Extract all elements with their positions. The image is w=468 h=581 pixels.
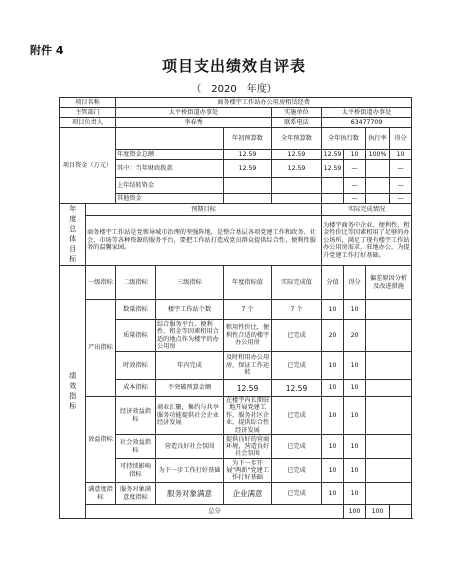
funds-row-budget [224, 178, 272, 194]
project-name-label: 项目名称 [60, 98, 116, 108]
dept-label: 主管部门 [60, 108, 116, 118]
indicator-level2: 成本指标 [116, 380, 156, 397]
evaluation-table [59, 97, 412, 519]
indicator-score: 10 [322, 459, 344, 483]
indicator-header-level3: 三级指标 [156, 266, 224, 300]
funds-header-full-budget: 全年预算数 [272, 128, 322, 150]
indicator-level2: 服务对象满意度指标 [116, 483, 156, 505]
indicator-score: 10 [322, 380, 344, 397]
indicator-actual: 7 个 [272, 300, 322, 320]
indicator-level2: 数量指标 [116, 300, 156, 320]
indicator-points: 10 [344, 435, 366, 459]
total-score: 100 [344, 505, 366, 519]
indicator-header-actual: 实际完成值 [272, 266, 322, 300]
funds-row-rate [366, 160, 390, 178]
funds-row-label: 其中：当年财政拨款 [116, 160, 224, 178]
funds-header-points: 得分 [390, 128, 412, 150]
funds-row-rate [366, 194, 390, 204]
indicator-level3: 营造良好社会氛围 [156, 435, 224, 459]
funds-row-executed [322, 178, 344, 194]
indicator-header-target: 年度指标值 [224, 266, 272, 300]
goals-expected-text: 商务楼宇工作站是党领导城市治理的坚强阵地，是整合基层各项党建工作和政务、社会、市场等各种资源的服务平台，要把工作站打造成党员群众提供综合性、便利性服务的温馨家园。 [86, 216, 322, 266]
indicator-points: 10 [344, 397, 366, 435]
funds-row-points: — [390, 194, 412, 204]
goals-section-label: 年度总体目标 [60, 204, 86, 266]
leader-label: 项目负责人 [60, 118, 116, 128]
funds-row-points: — [390, 178, 412, 194]
output-indicators-label: 产出指标 [86, 300, 116, 397]
funds-row-score: — [344, 178, 366, 194]
funds-row-score: — [344, 160, 366, 178]
indicator-points: 10 [344, 300, 366, 320]
indicator-level2: 时效指标 [116, 352, 156, 380]
indicator-level3: 不突破预算金额 [156, 380, 224, 397]
indicator-level2: 社会效益指标 [116, 435, 156, 459]
indicator-level2: 质量指标 [116, 320, 156, 352]
indicator-target: 在楼宇内长期驻地开展党建工作，服务社区企业，提供综合性经济发展 [224, 397, 272, 435]
goals-actual-header: 实际完成情况 [322, 204, 412, 216]
indicator-score: 10 [322, 352, 344, 380]
phone-label: 联系电话 [272, 118, 322, 128]
funds-row-points: — [390, 160, 412, 178]
indicator-score: 10 [322, 397, 344, 435]
indicator-score: 10 [322, 435, 344, 459]
goals-expected-header: 预期目标 [86, 204, 322, 216]
indicator-target: 12.59 [224, 380, 272, 397]
indicator-level3: 为下一步工作打好基础 [156, 459, 224, 483]
indicator-level3: 综合服务平台、便利性、租金等因素租用合适的地点作为楼宇的办公用房 [156, 320, 224, 352]
indicator-header-points: 得分 [344, 266, 366, 300]
funds-row-full-budget [272, 178, 322, 194]
indicator-target: 为下一步开展"两新"党建工作打好基础 [224, 459, 272, 483]
indicator-score: 20 [322, 320, 344, 352]
indicator-level2: 可持续影响指标 [116, 459, 156, 483]
indicator-target: 7 个 [224, 300, 272, 320]
funds-row-label: 年度资金总额 [116, 150, 224, 160]
funds-row-executed [322, 194, 344, 204]
indicator-header-level1: 一级指标 [86, 266, 116, 300]
funds-row-points: 10 [390, 150, 412, 160]
benefit-indicators-label: 效益指标 [86, 397, 116, 483]
indicator-score: 10 [322, 300, 344, 320]
funds-row-score: 10 [344, 150, 366, 160]
indicator-level3: 商业汇聚，集约与共享服务功能提供社会企业经济发展 [156, 397, 224, 435]
funds-header-budget: 年初预算数 [224, 128, 272, 150]
indicator-header-note: 偏差原因分析及改进措施 [366, 266, 412, 300]
funds-row-full-budget [272, 194, 322, 204]
indicator-points: 10 [344, 352, 366, 380]
goals-actual-text: 为楼宇商务中企业、便利性、租金性价比等因素租用了足够的办公场所，满足了现有楼宇工作站办公用房需求，驻地办公，为提升党建工作打好基础。 [322, 216, 412, 266]
dept-value: 太平桥街道办事处 [116, 108, 272, 118]
indicator-target: 企业满意 [224, 483, 272, 505]
phone-value: 63477709 [322, 118, 412, 128]
indicator-score: 10 [322, 483, 344, 505]
funds-row-label: 上年结转资金 [116, 178, 224, 194]
funds-row-rate: 100% [366, 150, 390, 160]
funds-row-budget [224, 194, 272, 204]
funds-row-label: 其他资金 [116, 194, 224, 204]
funds-row-full-budget: 12.59 [272, 150, 322, 160]
indicator-points: 10 [344, 459, 366, 483]
satisfaction-indicators-label: 满意度指标 [86, 483, 116, 505]
indicator-level3: 楼宇工作站个数 [156, 300, 224, 320]
funds-row-executed: 12.59 [322, 150, 344, 160]
indicator-header-level2: 二级指标 [116, 266, 156, 300]
total-label: 总分 [86, 505, 344, 519]
project-name-value: 商务楼宇工作站办公用房租赁经费 [116, 98, 412, 108]
funds-row-rate [366, 178, 390, 194]
indicator-points: 20 [344, 320, 366, 352]
funds-header-rate: 执行率 [366, 128, 390, 150]
funds-row-score: — [344, 194, 366, 204]
indicator-actual: 已完成 [272, 435, 322, 459]
indicator-header-score: 分值 [322, 266, 344, 300]
funds-header-executed: 全年执行数 [322, 128, 366, 150]
funds-row-executed: 12.59 [322, 160, 344, 178]
funds-row-budget: 12.59 [224, 150, 272, 160]
impl-value: 太平桥街道办事处 [322, 108, 412, 118]
indicator-level3: 年内完成 [156, 352, 224, 380]
indicator-actual: 12.59 [272, 380, 322, 397]
indicator-points: 10 [344, 483, 366, 505]
indicators-section-label: 绩效指标 [60, 266, 86, 519]
indicator-actual: 已完成 [272, 459, 322, 483]
indicator-target: 及时租用办公用房，保证工作运转 [224, 352, 272, 380]
attachment-label: 附件 4 [30, 44, 64, 57]
impl-label: 实施单位 [272, 108, 322, 118]
indicator-level2: 经济效益指标 [116, 397, 156, 435]
funds-section-label: 项目资金（万元） [60, 128, 116, 204]
page-title: 项目支出绩效自评表 [161, 57, 306, 75]
funds-row-full-budget: 12.59 [272, 160, 322, 178]
indicator-actual: 已完成 [272, 352, 322, 380]
leader-value: 李春秀 [116, 118, 272, 128]
indicator-target: 租用性价比，便利性合适的楼宇办公用房 [224, 320, 272, 352]
funds-row-budget: 12.59 [224, 160, 272, 178]
year-line: （ 2020 年度） [191, 84, 277, 95]
indicator-points: 10 [344, 380, 366, 397]
indicator-target: 提供良好的营商环境，营造良好社会氛围 [224, 435, 272, 459]
indicator-actual: 已完成 [272, 397, 322, 435]
indicator-actual: 已完成 [272, 483, 322, 505]
indicator-level3: 服务对象满意 [156, 483, 224, 505]
total-points: 100 [366, 505, 390, 519]
indicator-actual: 已完成 [272, 320, 322, 352]
